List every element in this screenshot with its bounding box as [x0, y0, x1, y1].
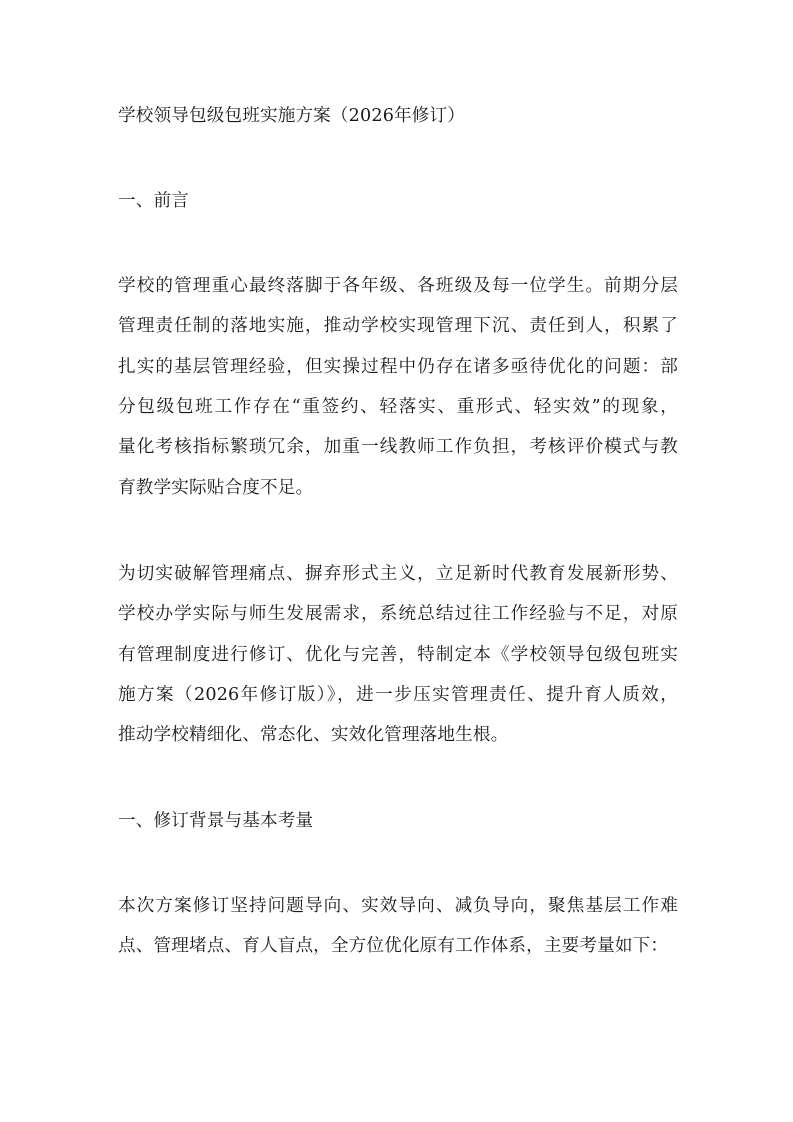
paragraph-line: 量化考核指标繁琐冗余，加重一线教师工作负担，考核评价模式与教	[118, 437, 678, 457]
paragraph-line: 为切实破解管理痛点、摒弃形式主义，立足新时代教育发展新形势、	[118, 564, 678, 584]
paragraph-line: 推动学校精细化、常态化、实效化管理落地生根。	[118, 725, 509, 745]
paragraph-line: 管理责任制的落地实施，推动学校实现管理下沉、责任到人，积累了	[118, 316, 678, 336]
section-heading-background: 一、修订背景与基本考量	[118, 811, 314, 831]
paragraph-line: 育教学实际贴合度不足。	[118, 478, 314, 498]
section-heading-preface: 一、前言	[118, 191, 189, 211]
paragraph-line: 本次方案修订坚持问题导向、实效导向、减负导向，聚焦基层工作难	[118, 896, 678, 916]
document-title: 学校领导包级包班实施方案（2026年修订）	[118, 106, 466, 126]
paragraph-line: 学校的管理重心最终落脚于各年级、各班级及每一位学生。前期分层	[118, 276, 678, 296]
paragraph-line: 学校办学实际与师生发展需求，系统总结过往工作经验与不足，对原	[118, 604, 678, 624]
paragraph-line: 分包级包班工作存在“重签约、轻落实、重形式、轻实效”的现象，	[118, 397, 678, 417]
paragraph-line: 有管理制度进行修订、优化与完善，特制定本《学校领导包级包班实	[118, 645, 678, 665]
paragraph-line: 施方案（2026年修订版）》，进一步压实管理责任、提升育人质效，	[118, 685, 678, 705]
paragraph-line: 点、管理堵点、育人盲点，全方位优化原有工作体系，主要考量如下：	[118, 936, 669, 956]
paragraph-line: 扎实的基层管理经验，但实操过程中仍存在诸多亟待优化的问题：部	[118, 357, 678, 377]
